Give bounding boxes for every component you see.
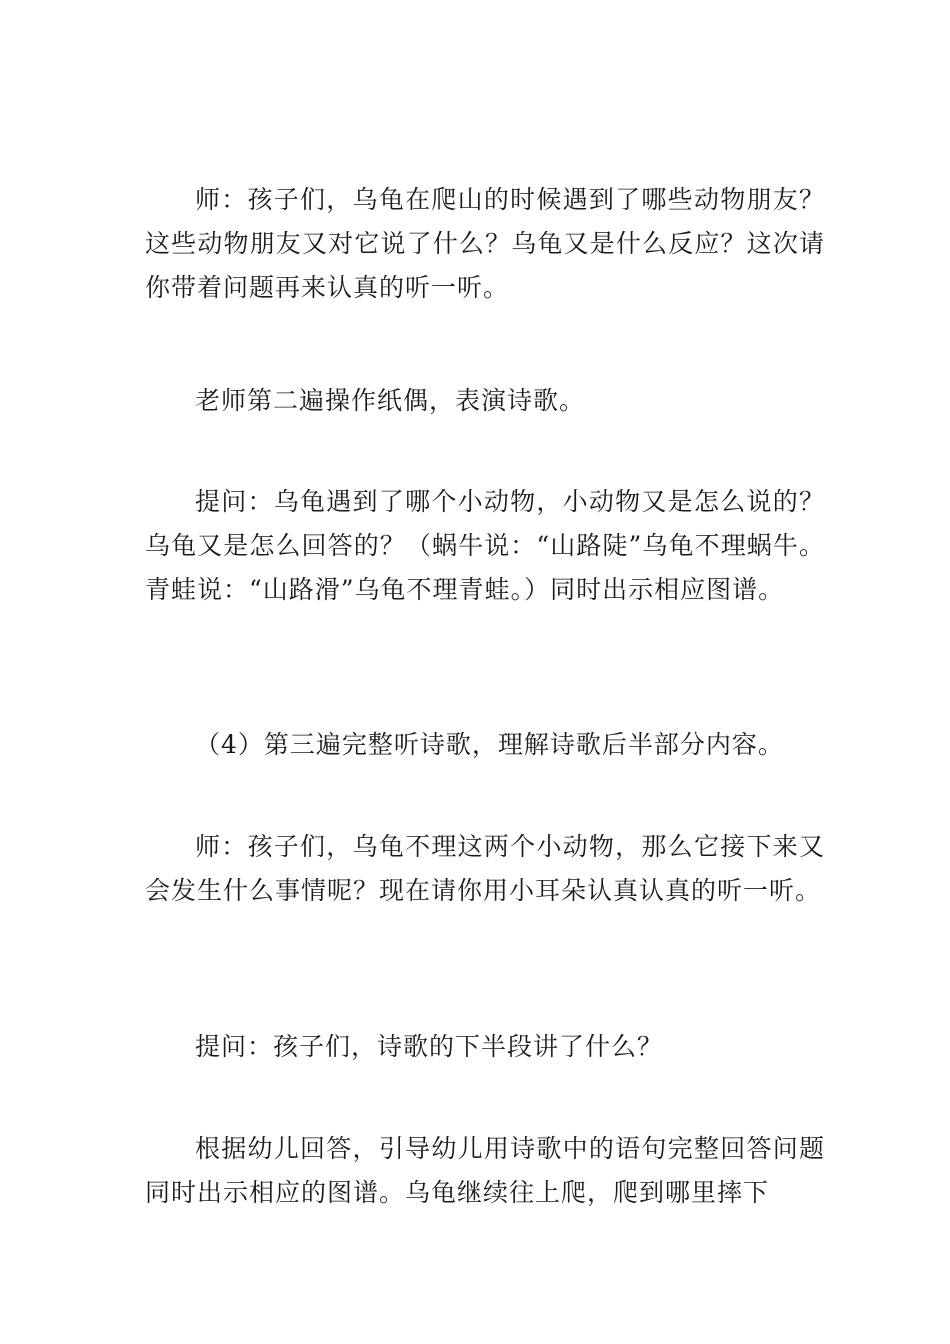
paragraph-question-animals: 提问：乌龟遇到了哪个小动物，小动物又是怎么说的？乌龟又是怎么回答的？（蜗牛说：“山路陡”乌龟不理蜗牛。青蛙说：“山路滑”乌龟不理青蛙。）同时出示相应图谱。	[145, 487, 825, 604]
paragraph-teacher-question-2: 师：孩子们，乌龟不理这两个小动物，那么它接下来又会发生什么事情呢？现在请你用小耳朵认真认真的听一听。	[145, 832, 825, 905]
paragraph-teacher-question-1: 师：孩子们，乌龟在爬山的时候遇到了哪些动物朋友？这些动物朋友又对它说了什么？乌龟又是什么反应？这次请你带着问题再来认真的听一听。	[145, 185, 825, 302]
paragraph-question-second-half: 提问：孩子们，诗歌的下半段讲了什么？	[195, 1032, 664, 1061]
paragraph-guide-answer: 根据幼儿回答，引导幼儿用诗歌中的语句完整回答问题同时出示相应的图谱。乌龟继续往上爬，爬到哪里摔下	[145, 1134, 825, 1207]
paragraph-puppet-performance: 老师第二遍操作纸偶，表演诗歌。	[195, 386, 586, 415]
paragraph-step-4-heading: （4）第三遍完整听诗歌，理解诗歌后半部分内容。	[195, 730, 784, 759]
